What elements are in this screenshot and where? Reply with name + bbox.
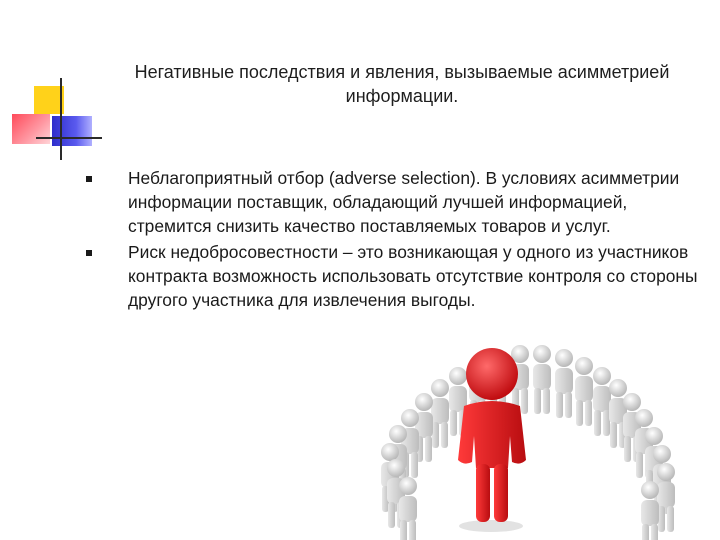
bullet-item-adverse-selection [82, 166, 702, 239]
decor-blue-square [52, 116, 92, 146]
crowd-figures [381, 345, 675, 540]
bullet-text: Риск недобросовестности – это возникающая у одного из участников контракта возможность использовать отсутствие контроля со стороны другого участника для извлечения выгоды. [128, 241, 698, 311]
bullet-item-moral-hazard [82, 240, 702, 313]
bullet-marker [86, 176, 92, 182]
bullet-text: Неблагоприятный отбор (adverse selection). В условиях асимметрии информации поставщик, обладающий лучшей информацией, стремится снизить качество поставляемых товаров и услуг. [128, 168, 680, 237]
leader-figure [458, 348, 526, 532]
slide-title: Негативные последствия и явления, вызываемые асимметрией информации. [134, 62, 670, 106]
decor-red-square [12, 114, 50, 144]
bullet-marker [86, 250, 92, 256]
bullet-list [82, 166, 702, 313]
leader-figure-crowd-icon [380, 340, 720, 540]
decor-vertical-line [60, 78, 62, 160]
decor-horizontal-line [36, 137, 102, 139]
